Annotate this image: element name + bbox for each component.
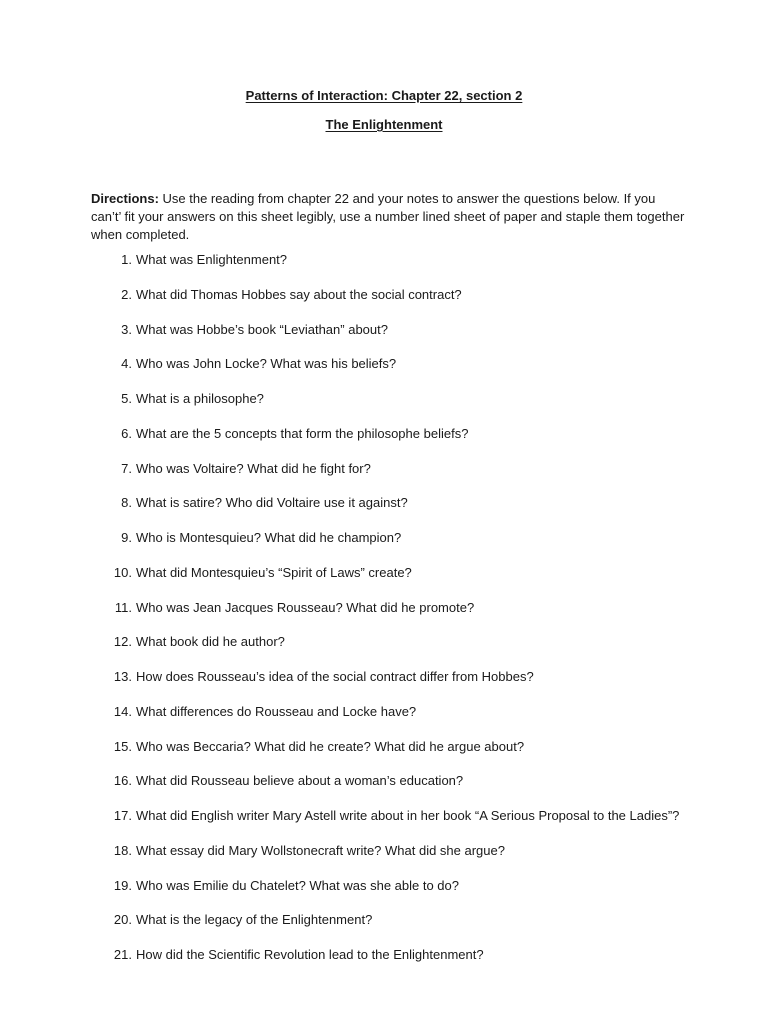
question-number: 7.	[121, 460, 132, 476]
question-number: 12.	[113, 634, 132, 650]
question-item	[0, 565, 768, 600]
question-number: 2.	[121, 286, 132, 302]
question-number: 15.	[113, 738, 132, 754]
question-item	[0, 252, 768, 287]
question-number: 14.	[113, 703, 132, 719]
directions-label: Directions:	[91, 191, 159, 206]
question-number: 6.	[121, 425, 132, 441]
question-list	[0, 252, 768, 982]
question-item	[0, 391, 768, 426]
directions-text: Use the reading from chapter 22 and your notes to answer the questions below. If you can’t’ fit your answers on this sheet legibly, use a number lined sheet of paper and staple them together when completed.	[91, 191, 685, 242]
question-item	[0, 426, 768, 461]
question-text: What is the legacy of the Enlightenment?	[136, 912, 373, 928]
worksheet-title	[0, 88, 768, 104]
question-number: 1.	[121, 252, 132, 267]
question-number: 19.	[113, 877, 132, 893]
question-text: What did Montesquieu’s “Spirit of Laws” create?	[136, 564, 412, 580]
question-number: 10.	[113, 564, 132, 580]
question-number: 11.	[114, 599, 132, 615]
question-item	[0, 530, 768, 565]
question-item	[0, 912, 768, 947]
question-item	[0, 356, 768, 391]
question-item	[0, 322, 768, 357]
question-text: What is a philosophe?	[136, 391, 264, 406]
question-item	[0, 495, 768, 530]
question-text: What was Hobbe’s book “Leviathan” about?	[136, 321, 388, 337]
worksheet-subtitle	[0, 117, 768, 133]
question-text: How did the Scientific Revolution lead to the Enlightenment?	[136, 947, 484, 962]
title-text: Patterns of Interaction: Chapter 22, section 2	[245, 88, 523, 103]
question-number: 13.	[113, 669, 132, 684]
question-item	[0, 461, 768, 496]
question-number: 4.	[121, 356, 132, 372]
question-item	[0, 704, 768, 739]
question-text: Who was Voltaire? What did he fight for?	[136, 460, 371, 476]
directions-paragraph	[91, 190, 687, 244]
question-text: Who was John Locke? What was his beliefs?	[136, 356, 397, 372]
question-item	[0, 634, 768, 669]
question-item	[0, 808, 768, 843]
question-item	[0, 669, 768, 704]
question-text: What did Rousseau believe about a woman’s education?	[136, 773, 464, 789]
question-number: 20.	[113, 912, 132, 928]
question-item	[0, 878, 768, 913]
question-item	[0, 947, 768, 982]
question-item	[0, 739, 768, 774]
question-text: How does Rousseau’s idea of the social contract differ from Hobbes?	[136, 669, 534, 684]
question-number: 16.	[113, 773, 132, 789]
question-item	[0, 287, 768, 322]
question-text: Who is Montesquieu? What did he champion?	[136, 530, 402, 545]
question-number: 18.	[113, 842, 132, 858]
question-number: 21.	[113, 947, 132, 962]
question-text: What is satire? Who did Voltaire use it against?	[136, 495, 408, 511]
question-text: What are the 5 concepts that form the philosophe beliefs?	[136, 425, 469, 441]
question-text: What was Enlightenment?	[136, 252, 288, 267]
question-text: Who was Beccaria? What did he create? What did he argue about?	[136, 738, 525, 754]
question-text: Who was Jean Jacques Rousseau? What did he promote?	[136, 599, 475, 615]
question-text: What did English writer Mary Astell write about in her book “A Serious Proposal to the Ladies”?	[136, 808, 680, 823]
subtitle-text: The Enlightenment	[325, 117, 443, 132]
question-text: What differences do Rousseau and Locke have?	[136, 703, 417, 719]
question-text: What book did he author?	[136, 634, 285, 650]
question-item	[0, 773, 768, 808]
question-item	[0, 843, 768, 878]
question-text: What did Thomas Hobbes say about the social contract?	[136, 286, 462, 302]
question-number: 9.	[121, 530, 132, 545]
question-text: Who was Emilie du Chatelet? What was she able to do?	[136, 877, 460, 893]
question-text: What essay did Mary Wollstonecraft write? What did she argue?	[136, 842, 505, 858]
question-number: 5.	[121, 391, 132, 406]
question-number: 3.	[121, 321, 132, 337]
question-item	[0, 600, 768, 635]
question-number: 17.	[113, 808, 132, 823]
question-number: 8.	[121, 495, 132, 511]
